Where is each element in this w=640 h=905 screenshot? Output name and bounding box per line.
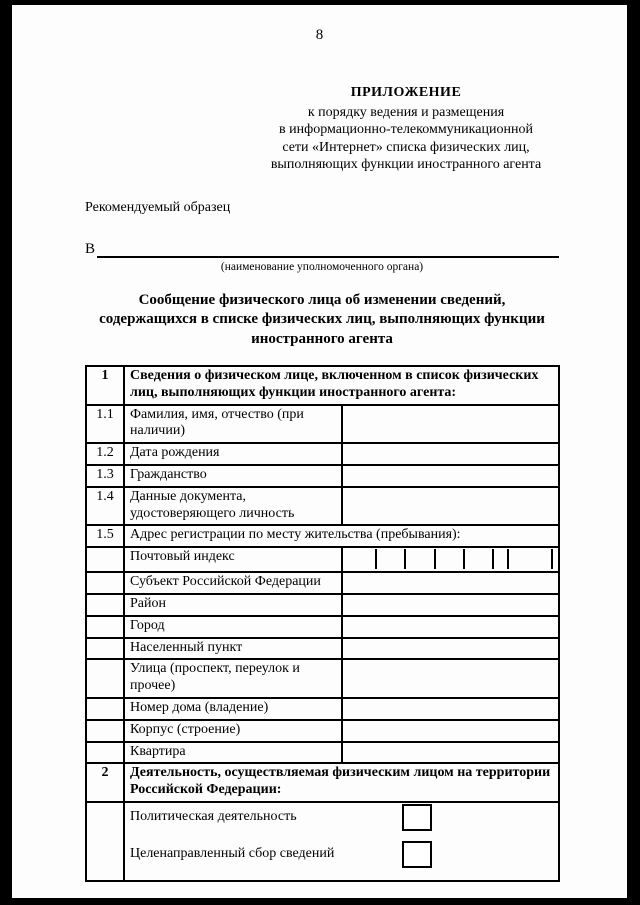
table-row: [86, 572, 559, 594]
appendix-line: выполняющих функции иностранного агента: [270, 157, 542, 172]
row-number: 1.2: [86, 443, 124, 465]
form-title-line: содержащихся в списке физических лиц, выполняющих функции: [99, 311, 545, 327]
field-value-city[interactable]: [342, 616, 560, 638]
activity-option-political: [130, 804, 553, 831]
table-row: [86, 698, 559, 720]
table-row: [86, 742, 559, 764]
checkbox-label: Политическая деятельность: [130, 809, 297, 825]
postal-index-cell[interactable]: [465, 549, 494, 569]
field-label: Район: [124, 594, 342, 616]
field-label: Населенный пункт: [124, 638, 342, 660]
field-value-building[interactable]: [342, 720, 560, 742]
table-row: [86, 638, 559, 660]
checkbox-political-activity[interactable]: [402, 804, 432, 831]
row-number: [86, 802, 124, 881]
field-label: Квартира: [124, 742, 342, 764]
section2-header-row: [86, 763, 559, 802]
field-label: Улица (проспект, переулок и прочее): [124, 659, 342, 698]
table-row: [86, 487, 559, 526]
postal-index-field: [342, 547, 560, 572]
field-value-birthdate[interactable]: [342, 443, 560, 465]
field-value-identity-document[interactable]: [342, 487, 560, 526]
recommended-sample-label: Рекомендуемый образец: [85, 199, 231, 215]
field-label: Корпус (строение): [124, 720, 342, 742]
row-number: 1.5: [86, 525, 124, 547]
table-row: [86, 465, 559, 487]
activity-option-targeted-collection: [130, 841, 553, 868]
table-row: [86, 659, 559, 698]
field-value-fullname[interactable]: [342, 405, 560, 444]
row-number: [86, 742, 124, 764]
postal-index-boxes: [348, 549, 554, 569]
authority-prefix: В: [85, 240, 96, 257]
postal-index-cell[interactable]: [509, 549, 553, 569]
section1-title: Сведения о физическом лице, включенном в список физических лиц, выполняющих функции иностранного агента:: [124, 366, 559, 405]
row-number: [86, 659, 124, 698]
form-title: [72, 291, 572, 350]
field-label: Город: [124, 616, 342, 638]
field-value-settlement[interactable]: [342, 638, 560, 660]
field-value-apartment[interactable]: [342, 742, 560, 764]
table-row: [86, 547, 559, 572]
foreign-agent-form-table: [85, 365, 560, 882]
row-number: 1: [86, 366, 124, 405]
checkbox-targeted-collection[interactable]: [402, 841, 432, 868]
authority-name-input[interactable]: [97, 240, 559, 258]
field-value-citizenship[interactable]: [342, 465, 560, 487]
field-value-district[interactable]: [342, 594, 560, 616]
row-number: [86, 616, 124, 638]
field-label: Данные документа, удостоверяющего личность: [124, 487, 342, 526]
address-section-title: Адрес регистрации по месту жительства (пребывания):: [124, 525, 559, 547]
postal-index-cell[interactable]: [494, 549, 509, 569]
row-number: 1.3: [86, 465, 124, 487]
row-number: [86, 547, 124, 572]
row-number: [86, 720, 124, 742]
activity-options: [124, 802, 559, 881]
table-row: [86, 594, 559, 616]
row-number: [86, 572, 124, 594]
row-number: 2: [86, 763, 124, 802]
form-title-line: Сообщение физического лица об изменении сведений,: [138, 291, 506, 308]
field-value-region[interactable]: [342, 572, 560, 594]
section1-header-row: [86, 366, 559, 405]
table-row: [86, 616, 559, 638]
section2-title: Деятельность, осуществляемая физическим лицом на территории Российской Федерации:: [124, 763, 559, 802]
checkbox-label: Целенаправленный сбор сведений: [130, 846, 335, 862]
appendix-header: [235, 84, 577, 174]
postal-index-cell[interactable]: [377, 549, 406, 569]
row-number: [86, 698, 124, 720]
field-label: Почтовый индекс: [124, 547, 342, 572]
page-number: 8: [315, 27, 324, 43]
field-label: Дата рождения: [124, 443, 342, 465]
field-label: Субъект Российской Федерации: [124, 572, 342, 594]
row-number: 1.1: [86, 405, 124, 444]
address-header-row: [86, 525, 559, 547]
table-row: [86, 405, 559, 444]
authority-name-line: [85, 240, 559, 258]
table-row: [86, 443, 559, 465]
document-page: [12, 5, 627, 898]
row-number: [86, 638, 124, 660]
appendix-line: сети «Интернет» списка физических лиц,: [282, 139, 530, 155]
form-title-line: иностранного агента: [251, 330, 393, 347]
postal-index-cell[interactable]: [436, 549, 465, 569]
postal-index-cell[interactable]: [406, 549, 435, 569]
authority-name-caption: (наименование уполномоченного органа): [220, 260, 424, 273]
row-number: [86, 594, 124, 616]
section2-body-row: [86, 802, 559, 881]
appendix-title: ПРИЛОЖЕНИЕ: [350, 85, 462, 100]
field-label: Гражданство: [124, 465, 342, 487]
field-label: Фамилия, имя, отчество (при наличии): [124, 405, 342, 444]
field-label: Номер дома (владение): [124, 698, 342, 720]
appendix-line: к порядку ведения и размещения: [307, 104, 505, 120]
appendix-line: в информационно-телекоммуникационной: [279, 122, 533, 137]
postal-index-cell[interactable]: [348, 549, 377, 569]
field-value-house-number[interactable]: [342, 698, 560, 720]
row-number: 1.4: [86, 487, 124, 526]
field-value-street[interactable]: [342, 659, 560, 698]
table-row: [86, 720, 559, 742]
